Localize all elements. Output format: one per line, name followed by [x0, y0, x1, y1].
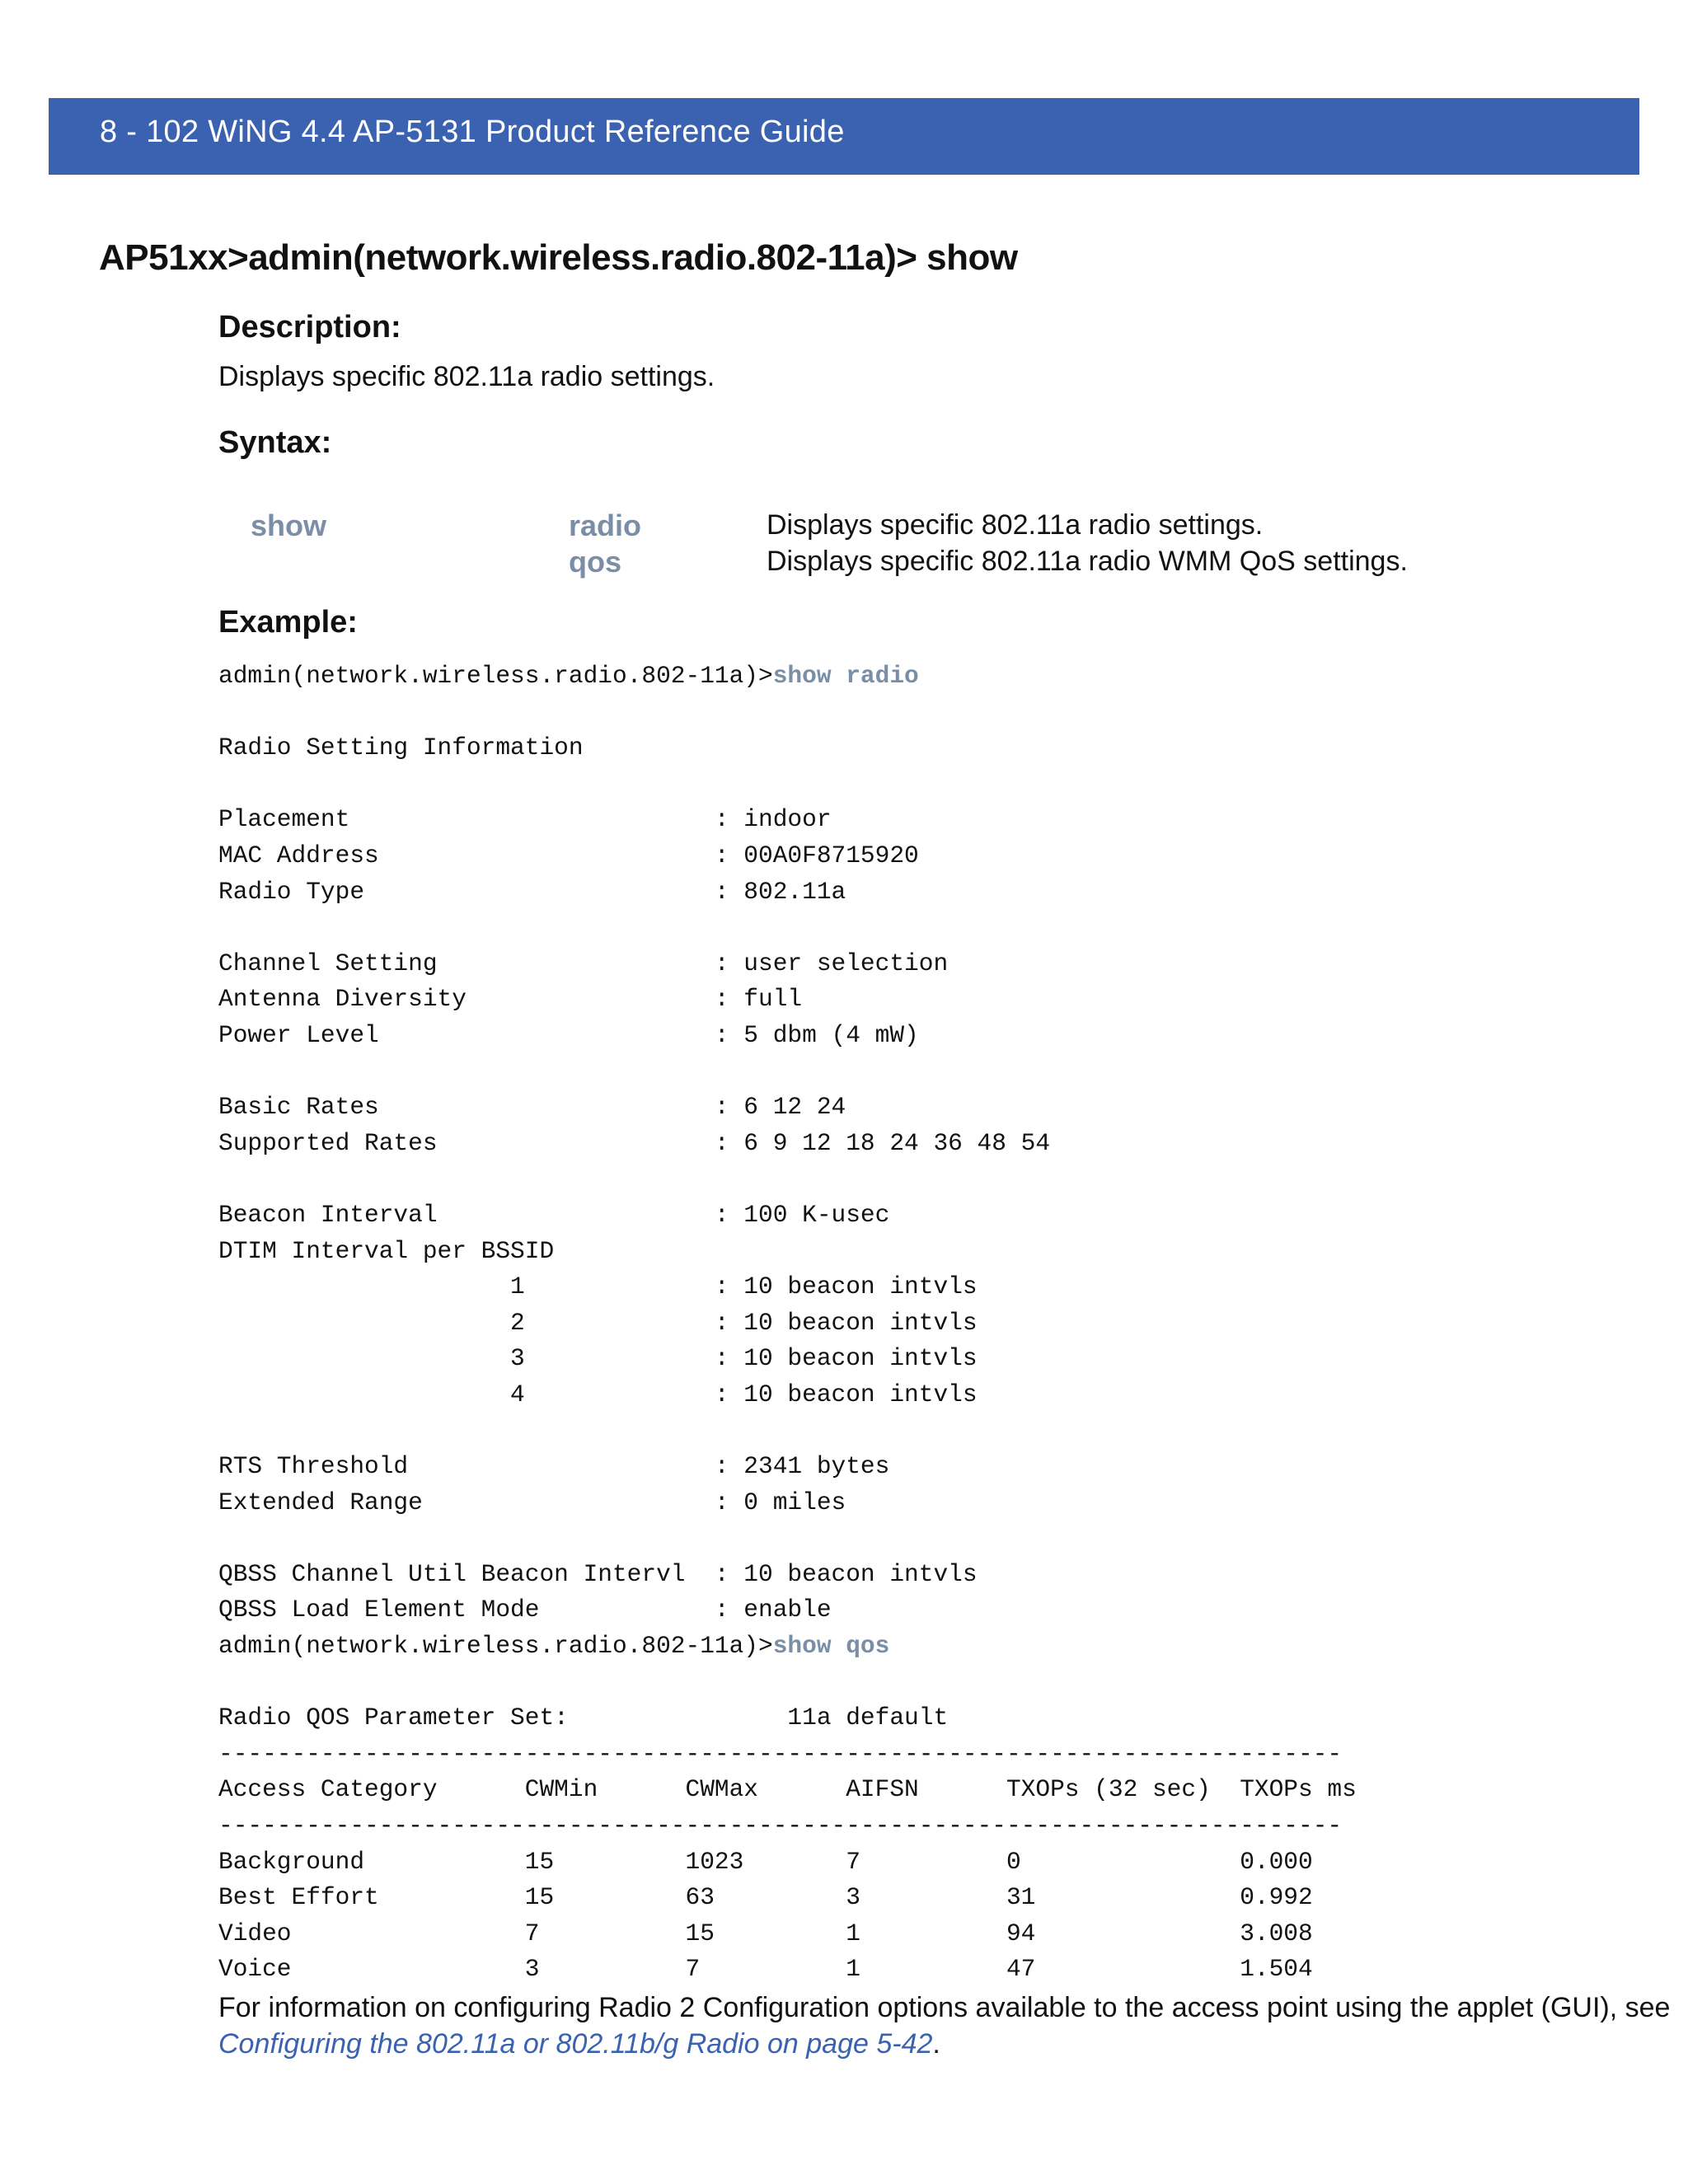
code-line-text: QBSS Channel Util Beacon Intervl : 10 beacon intvls: [218, 1559, 978, 1588]
page-header-title: 8 - 102 WiNG 4.4 AP-5131 Product Reference Guide: [100, 115, 845, 149]
code-line: [218, 1557, 1357, 1593]
code-command: show radio: [772, 662, 919, 690]
code-command: show qos: [772, 1632, 890, 1661]
code-line: [218, 1018, 1357, 1054]
code-line: [218, 1629, 1357, 1665]
code-line: [218, 695, 1357, 731]
code-line: [218, 1844, 1357, 1881]
code-line: [218, 1305, 1357, 1342]
code-line: [218, 1090, 1357, 1126]
code-line: [218, 1736, 1357, 1773]
code-line-text: Power Level : 5 dbm (4 mW): [218, 1020, 919, 1049]
footer-period: .: [932, 2028, 940, 2060]
code-line-text: Radio QOS Parameter Set: 11a default: [218, 1704, 949, 1732]
footer-text: For information on configuring Radio 2 Configuration options available to the access point using the applet (GUI), see: [218, 1992, 1671, 2023]
syntax-param-radio: radio: [569, 509, 642, 542]
code-line: [218, 1592, 1357, 1629]
code-line: [218, 1700, 1357, 1736]
code-line-text: Antenna Diversity : full: [218, 985, 803, 1014]
code-line: [218, 1449, 1357, 1485]
code-line: [218, 1234, 1357, 1270]
code-line-text: MAC Address : 00A0F8715920: [218, 841, 919, 869]
code-line-text: Background 15 1023 7 0 0.000: [218, 1847, 1313, 1876]
code-line: [218, 1377, 1357, 1413]
code-line: [218, 874, 1357, 911]
code-line-text: admin(network.wireless.radio.802-11a)>: [218, 662, 773, 690]
code-line: [218, 1413, 1357, 1449]
code-line: [218, 1952, 1357, 1988]
code-line-text: 2 : 10 beacon intvls: [218, 1308, 978, 1337]
code-line-text: admin(network.wireless.radio.802-11a)>: [218, 1632, 773, 1661]
footer-paragraph: [218, 1990, 1670, 2062]
code-line: [218, 1880, 1357, 1916]
code-line-text: 4 : 10 beacon intvls: [218, 1380, 978, 1408]
code-line-text: DTIM Interval per BSSID: [218, 1236, 555, 1265]
code-line-text: Supported Rates : 6 9 12 18 24 36 48 54: [218, 1128, 1051, 1157]
code-line-text: Radio Setting Information: [218, 733, 584, 762]
code-line: [218, 766, 1357, 803]
syntax-command: show: [251, 509, 327, 542]
syntax-desc-radio: Displays specific 802.11a radio settings.: [767, 509, 1264, 541]
code-line-text: Video 7 15 1 94 3.008: [218, 1919, 1313, 1947]
syntax-desc-qos: Displays specific 802.11a radio WMM QoS settings.: [767, 546, 1408, 577]
command-title: AP51xx>admin(network.wireless.radio.802-11a)> show: [99, 237, 1018, 278]
description-text: Displays specific 802.11a radio settings.: [218, 361, 715, 392]
code-line-text: Basic Rates : 6 12 24: [218, 1093, 846, 1122]
code-line-text: Access Category CWMin CWMax AIFSN TXOPs (32 sec) TXOPs ms: [218, 1775, 1357, 1804]
code-line: [218, 1197, 1357, 1234]
code-line: [218, 1665, 1357, 1701]
code-line: [218, 1126, 1357, 1162]
code-line: [218, 1521, 1357, 1557]
code-line-text: Channel Setting : user selection: [218, 949, 949, 977]
description-heading: Description:: [218, 310, 401, 344]
code-line-text: Beacon Interval : 100 K-usec: [218, 1200, 890, 1229]
code-line-text: -----------------------------------------------------------------------------: [218, 1739, 1343, 1768]
code-line: [218, 1341, 1357, 1377]
code-line: [218, 910, 1357, 946]
code-line: [218, 1916, 1357, 1952]
code-line: [218, 1161, 1357, 1197]
code-line: [218, 1269, 1357, 1305]
code-line-text: 1 : 10 beacon intvls: [218, 1272, 978, 1301]
code-line-text: QBSS Load Element Mode : enable: [218, 1596, 832, 1624]
code-line-text: RTS Threshold : 2341 bytes: [218, 1452, 890, 1481]
example-heading: Example:: [218, 605, 358, 640]
code-line-text: Best Effort 15 63 3 31 0.992: [218, 1883, 1313, 1912]
code-line: [218, 1772, 1357, 1808]
code-line-text: Extended Range : 0 miles: [218, 1488, 846, 1516]
example-code-block: [218, 658, 1357, 1988]
code-line: [218, 982, 1357, 1018]
syntax-heading: Syntax:: [218, 425, 332, 460]
code-line: [218, 802, 1357, 838]
code-line: [218, 838, 1357, 874]
code-line-text: 3 : 10 beacon intvls: [218, 1344, 978, 1373]
code-line: [218, 1808, 1357, 1844]
code-line-text: Placement : indoor: [218, 805, 832, 834]
code-line: [218, 1485, 1357, 1521]
code-line-text: -----------------------------------------------------------------------------: [218, 1811, 1343, 1840]
code-line: [218, 658, 1357, 695]
syntax-param-qos: qos: [569, 545, 622, 579]
code-line-text: Voice 3 7 1 47 1.504: [218, 1955, 1313, 1984]
code-line: [218, 1054, 1357, 1090]
page-header-bar: [49, 98, 1639, 175]
code-line: [218, 730, 1357, 766]
code-line: [218, 946, 1357, 982]
code-line-text: Radio Type : 802.11a: [218, 877, 846, 906]
footer-link[interactable]: Configuring the 802.11a or 802.11b/g Radio on page 5-42: [218, 2028, 933, 2060]
